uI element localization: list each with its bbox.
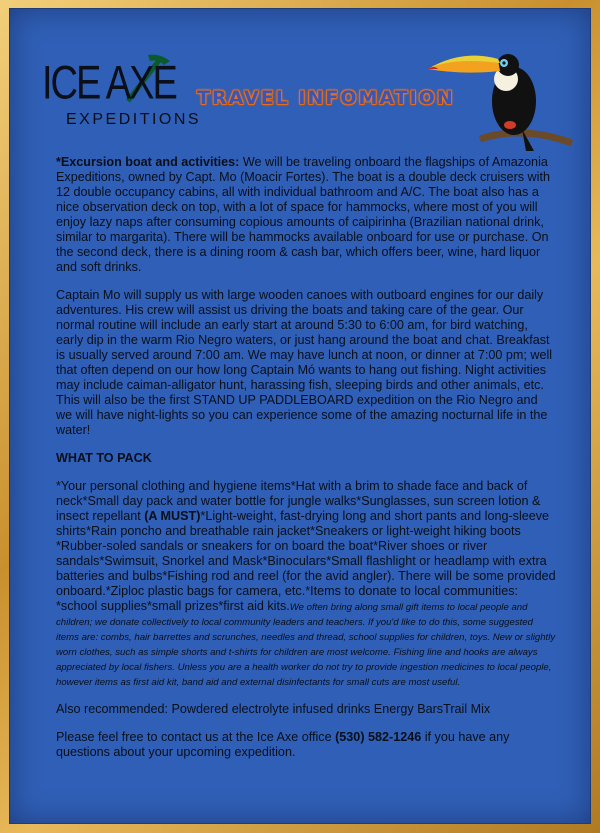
recommended-paragraph: Also recommended: Powdered electrolyte infused drinks Energy BarsTrail Mix	[56, 702, 491, 716]
logo-wordmark: ICE AXE	[42, 57, 176, 110]
contact-text-1: Please feel free to contact us at the Ice Axe office	[56, 730, 336, 744]
content-panel	[9, 8, 591, 824]
contact-text-2: if you have any questions about your upcoming expedition.	[56, 730, 510, 759]
pack-must: (A MUST)	[144, 509, 201, 523]
pack-text-2: *Light-weight, fast-drying long and short pants and long-sleeve shirts*Rain poncho and breathable rain jacket*Sneakers or light-weight hiking boots *Rubber-soled sandals or sneakers for on board the boat*River shoes or river sandals*Swimsuit, Snorkel and Mask*Binoculars*Small flashlight or headlamp with extra batteries and bulbs*Fishing rod and reel (for the avid angler). There will be some provided onboard.*Ziploc plastic bags for camera, etc.*Items to donate to local communities: *school supplies*small prizes*first aid kits.	[56, 509, 556, 613]
donation-note: We often bring along small gift items to local people and children; we donate collectively to local community leaders and teachers. If you'd like to do this, some suggested items are: combs, hair barrettes and scrunches, needles and thread, school supplies for children, toys. New or slightly worn clothes, such as simple shorts and t-shirts for children are most welcome. Fishing line and hooks are always appreciated by local fishers. Unless you are a health worker do not try to provide ingestion medicines to local people, however items as first aid kit, band aid and external disinfectants for small cuts are most useful.	[56, 602, 556, 688]
captain-paragraph: Captain Mo will supply us with large wooden canoes with outboard engines for our daily adventures. His crew will assist us driving the boats and taking care of the gear. Our normal routine will include an early start at around 5:30 to 6:00 am, for bird watching, early dip in the warm Rio Negro waters, or just hang around the boat and chat. Breakfast is usually served around 7:00 am. We may have lunch at noon, or dinner at 7:00 pm; well that often depend on our how long Captain Mó wants to hang out fishing. Night activities may include caiman-alligator hunt, harassing fish, sleeping birds and other animals, etc. This will also be the first STAND UP PADDLEBOARD expedition on the Rio Negro and we will have night-lights so you can experience some of the amazing nocturnal life in the water!	[56, 288, 553, 437]
toucan-icon	[422, 39, 582, 154]
pack-paragraph	[56, 479, 556, 689]
excursion-text: We will be traveling onboard the flagships of Amazonia Expeditions, owned by Capt. Mo (Moacir Fortes). The boat is a double deck cruisers with 12 double occupancy cabins, all with individual bathroom and A/C. The boat also has a nice observation deck on top, with a lot of space for hammocks, where most of you will enjoy lazy naps after consuming copious amounts of caipirinha (Brazilian national drink, similar to margarita). There will be hammocks available onboard for use or purchase. On the second deck, there is a dining room & cash bar, which offers beer, wine, hard liquor and soft drinks.	[56, 155, 550, 274]
excursion-paragraph	[56, 155, 556, 275]
contact-paragraph	[56, 730, 556, 760]
ice-axe-logo	[42, 51, 222, 139]
excursion-label: *Excursion boat and activities:	[56, 155, 240, 169]
pack-text-1: *Your personal clothing and hygiene items*Hat with a brim to shade face and back of neck*Small day pack and water bottle for jungle walks*Sunglasses, sun screen lotion & insect repellant	[56, 479, 541, 523]
travel-info-body	[56, 155, 556, 773]
contact-phone: (530) 582-1246	[335, 730, 422, 744]
page-title: TRAVEL INFOMATION	[197, 87, 455, 109]
what-to-pack-heading: WHAT TO PACK	[56, 451, 152, 465]
logo-subtitle: EXPEDITIONS	[66, 111, 202, 128]
